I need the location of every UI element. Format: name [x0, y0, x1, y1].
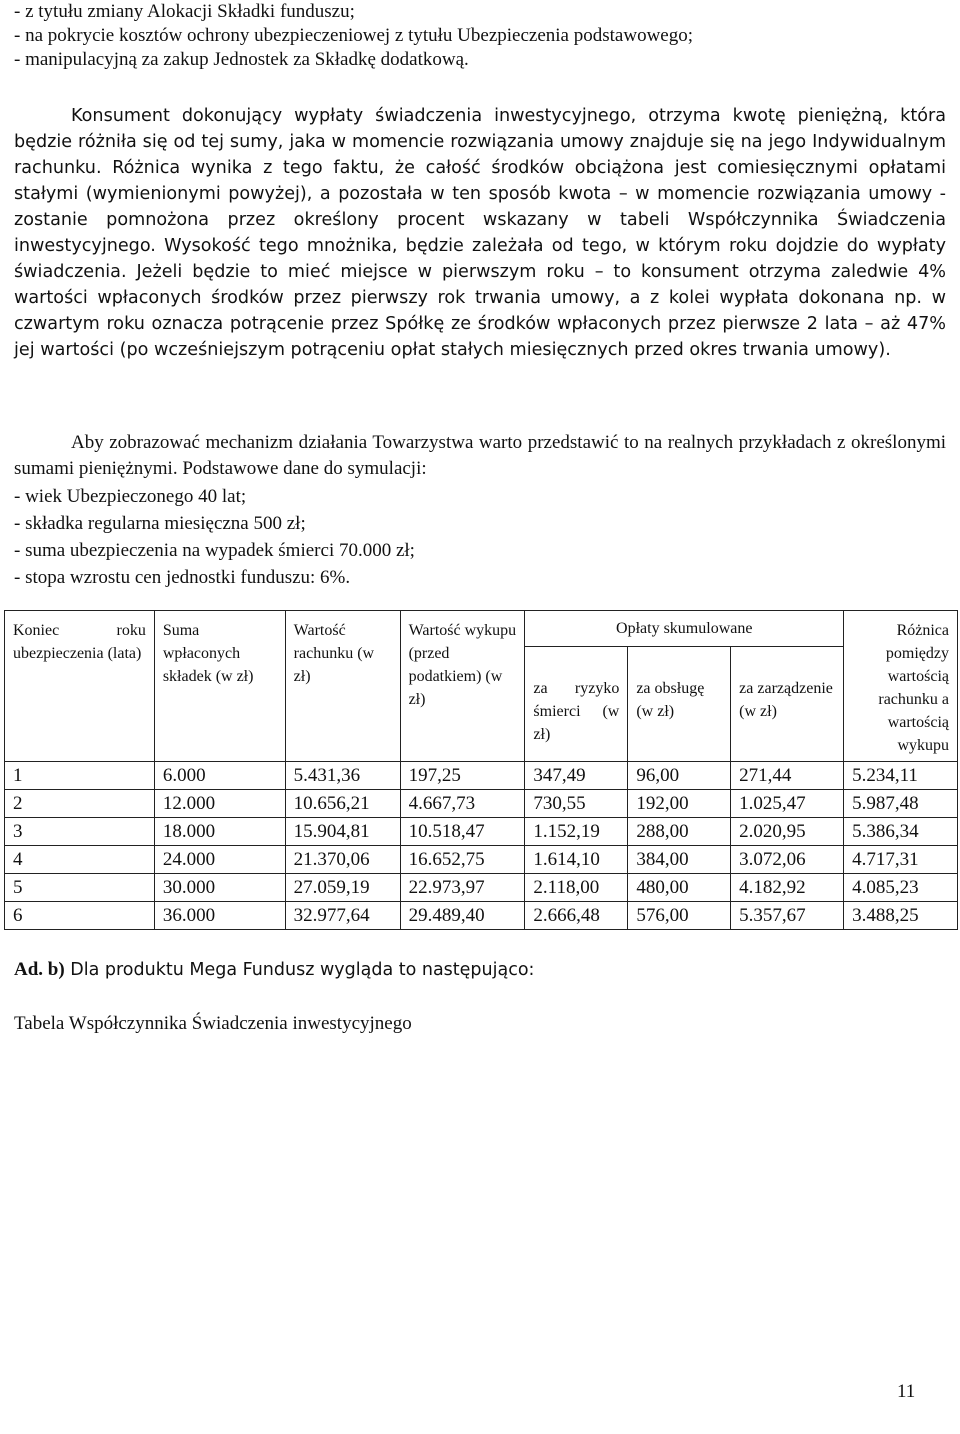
table-cell: 347,49 — [525, 762, 628, 790]
table-row — [5, 846, 958, 874]
section-heading — [14, 958, 534, 982]
table-cell: 2.118,00 — [525, 874, 628, 902]
table-cell: 3.488,25 — [844, 902, 958, 930]
table-cell: 10.656,21 — [285, 790, 400, 818]
list-item: - wiek Ubezpieczonego 40 lat; — [14, 486, 247, 507]
table-cell: 3 — [5, 818, 155, 846]
list-item: - stopa wzrostu cen jednostki funduszu: 6%. — [14, 567, 351, 588]
table-cell: 2.666,48 — [525, 902, 628, 930]
table-cell: 1.152,19 — [525, 818, 628, 846]
table-cell: 5.357,67 — [731, 902, 844, 930]
table-cell: 12.000 — [154, 790, 285, 818]
paragraph-text: Konsument dokonujący wypłaty świadczenia inwestycyjnego, otrzyma kwotę pieniężną, która będzie różniła się od tej sumy, jaka w momencie rozwiązania umowy znajduje się na jego Indywidualnym rachunku. Różnica wynika z tego faktu, że całość środków obciążona jest comiesięcznymi opłatami stałymi (wymienionymi powyżej), a pozostała w ten sposób kwota – w momencie rozwiązania umowy - zostanie pomnożona przez określony procent wskazany w tabeli Współczynnika Świadczenia inwestycyjnego. Wysokość tego mnożnika, będzie zależała od tego, w którym roku dojdzie do wypłaty świadczenia. Jeżeli będzie to mieć miejsce w pierwszym roku – to konsument otrzyma zaledwie 4% wartości wpłaconych środków przez pierwszy rok trwania umowy, a z kolei wypłata dokonana np. w czwartym roku oznacza potrącenie przez Spółkę ze środków wpłaconych przez pierwsze 2 lata – aż 47% jej wartości (po wcześniejszym potrąceniu opłat stałych miesięcznych przed okres trwania umowy). — [14, 106, 946, 360]
table-cell: 5.987,48 — [844, 790, 958, 818]
table-cell: 3.072,06 — [731, 846, 844, 874]
table-row — [5, 874, 958, 902]
list-item: - na pokrycie kosztów ochrony ubezpieczeniowej z tytułu Ubezpieczenia podstawowego; — [14, 25, 693, 46]
paragraph-simulation-intro — [14, 430, 946, 482]
table-cell: 29.489,40 — [400, 902, 525, 930]
table-cell: 6.000 — [154, 762, 285, 790]
table-row — [5, 818, 958, 846]
header-fee-management: za zarządzenie (w zł) — [731, 646, 844, 761]
header-cumulative-fees: Opłaty skumulowane — [525, 611, 844, 647]
table-cell: 2.020,95 — [731, 818, 844, 846]
table-cell: 16.652,75 — [400, 846, 525, 874]
table-cell: 271,44 — [731, 762, 844, 790]
table-cell: 32.977,64 — [285, 902, 400, 930]
table-cell: 197,25 — [400, 762, 525, 790]
table-cell: 192,00 — [628, 790, 731, 818]
table-row — [5, 762, 958, 790]
table-cell: 36.000 — [154, 902, 285, 930]
simulation-table — [4, 610, 958, 930]
table-cell: 6 — [5, 902, 155, 930]
table-cell: 4.182,92 — [731, 874, 844, 902]
table-cell: 5.431,36 — [285, 762, 400, 790]
table-cell: 21.370,06 — [285, 846, 400, 874]
table-cell: 2 — [5, 790, 155, 818]
table-cell: 1.614,10 — [525, 846, 628, 874]
table-cell: 27.059,19 — [285, 874, 400, 902]
page-number: 11 — [897, 1381, 916, 1402]
table-cell: 30.000 — [154, 874, 285, 902]
table-cell: 1 — [5, 762, 155, 790]
table-row — [5, 902, 958, 930]
list-item: - manipulacyjną za zakup Jednostek za Składkę dodatkową. — [14, 49, 469, 70]
paragraph-text: Aby zobrazować mechanizm działania Towarzystwa warto przedstawić to na realnych przykładach z określonymi sumami pieniężnymi. Podstawowe dane do symulacji: — [14, 432, 946, 479]
table-cell: 5.234,11 — [844, 762, 958, 790]
table-cell: 730,55 — [525, 790, 628, 818]
header-difference: Różnica pomiędzy wartością rachunku a wartością wykupu — [844, 611, 958, 762]
table-cell: 10.518,47 — [400, 818, 525, 846]
table-cell: 24.000 — [154, 846, 285, 874]
header-fee-service: za obsługę (w zł) — [628, 646, 731, 761]
table-cell: 384,00 — [628, 846, 731, 874]
header-premiums-paid: Suma wpłaconych składek (w zł) — [154, 611, 285, 762]
table-cell: 4 — [5, 846, 155, 874]
table-cell: 5 — [5, 874, 155, 902]
table-cell: 5.386,34 — [844, 818, 958, 846]
header-year-end: Koniec roku ubezpieczenia (lata) — [5, 611, 155, 762]
table-cell: 15.904,81 — [285, 818, 400, 846]
header-account-value: Wartość rachunku (w zł) — [285, 611, 400, 762]
table-cell: 18.000 — [154, 818, 285, 846]
table-cell: 4.717,31 — [844, 846, 958, 874]
table-cell: 4.085,23 — [844, 874, 958, 902]
list-item: - składka regularna miesięczna 500 zł; — [14, 513, 306, 534]
table-cell: 480,00 — [628, 874, 731, 902]
header-fee-death-risk: za ryzyko śmierci (w zł) — [525, 646, 628, 761]
table-cell: 4.667,73 — [400, 790, 525, 818]
list-item: - z tytułu zmiany Alokacji Składki funduszu; — [14, 1, 355, 22]
section-text: Dla produktu Mega Fundusz wygląda to następująco: — [64, 960, 535, 980]
header-surrender-value: Wartość wykupu (przed podatkiem) (w zł) — [400, 611, 525, 762]
table-row — [5, 790, 958, 818]
table-header-row — [5, 611, 958, 647]
table-cell: 288,00 — [628, 818, 731, 846]
table-cell: 22.973,97 — [400, 874, 525, 902]
table-title: Tabela Współczynnika Świadczenia inwestycyjnego — [14, 1013, 412, 1034]
table-cell: 96,00 — [628, 762, 731, 790]
table-cell: 1.025,47 — [731, 790, 844, 818]
section-label: Ad. b) — [14, 959, 65, 980]
table-cell: 576,00 — [628, 902, 731, 930]
paragraph-withdrawal-explanation — [14, 103, 946, 363]
list-item: - suma ubezpieczenia na wypadek śmierci 70.000 zł; — [14, 540, 415, 561]
